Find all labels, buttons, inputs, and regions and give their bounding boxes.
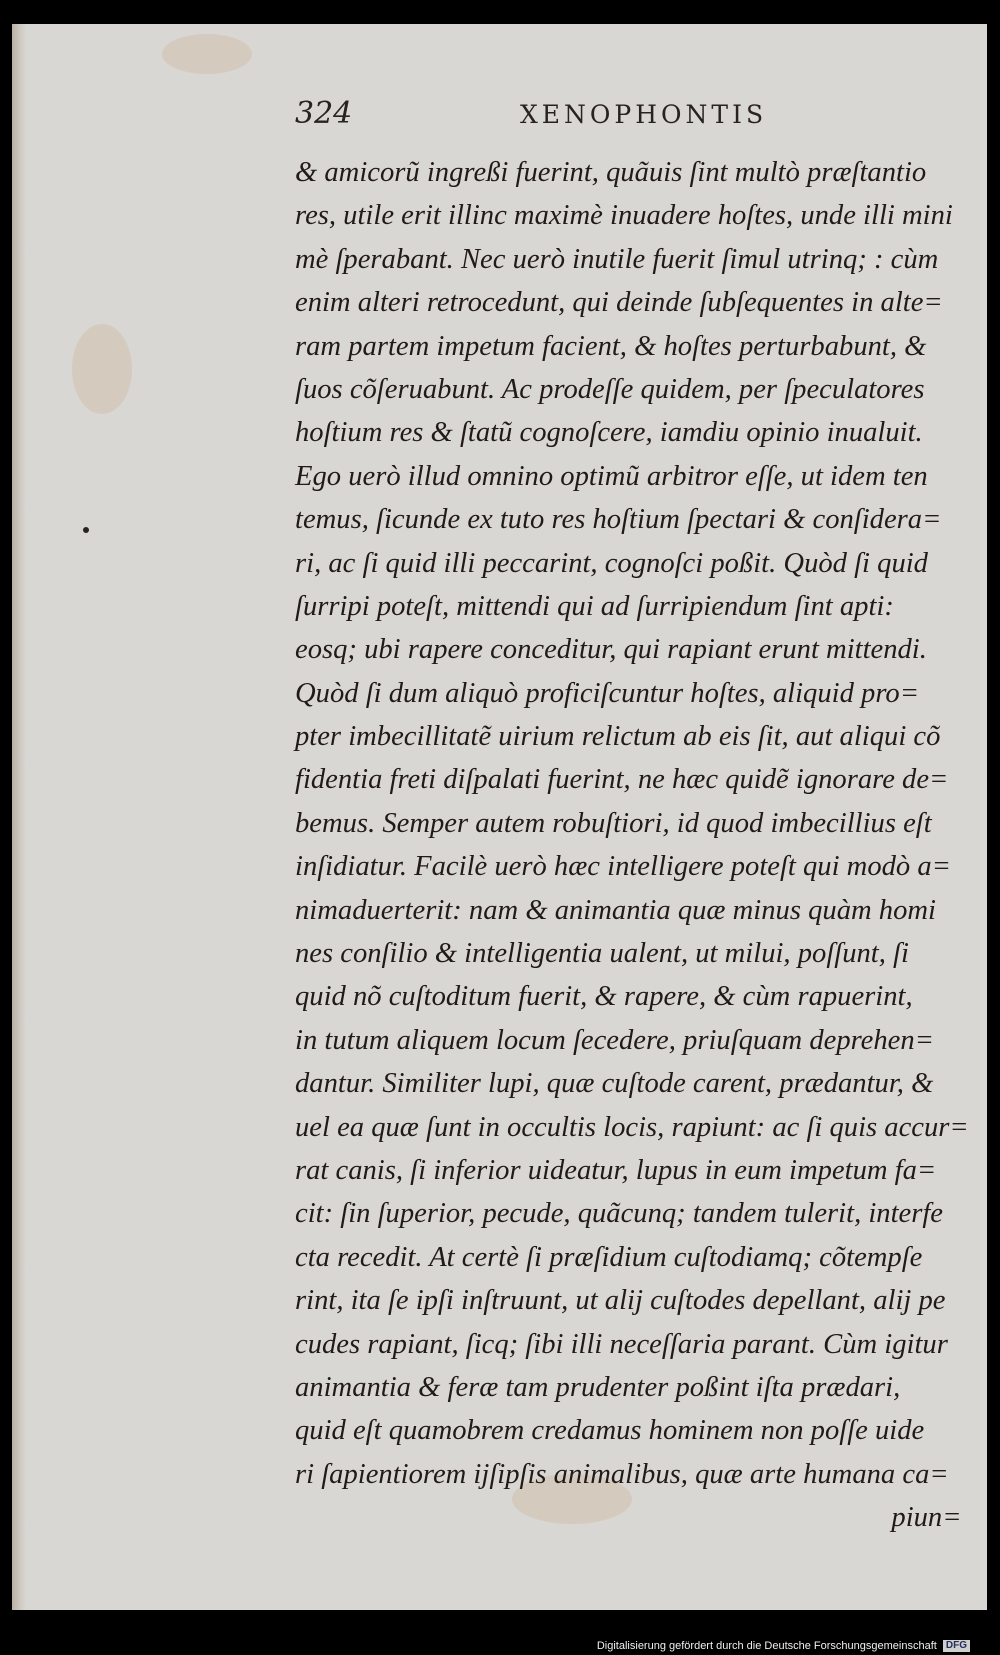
margin-mark <box>83 527 89 533</box>
text-line: res, utile erit illinc maximè inuadere hoſtes, unde illi mini <box>295 199 953 232</box>
text-line: nimaduerterit: nam & animantia quæ minus quàm homi <box>295 893 936 926</box>
text-line: temus, ſicunde ex tuto res hoſtium ſpectari & conſidera= <box>295 503 942 536</box>
text-line: cudes rapiant, ſicq; ſibi illi neceſſaria parant. Cùm igitur <box>295 1327 948 1360</box>
text-line: cta recedit. At certè ſi præſidium cuſtodiamq; cõtempſe <box>295 1240 923 1273</box>
credit-text: Digitalisierung gefördert durch die Deutsche Forschungsgemeinschaft <box>596 1639 937 1652</box>
text-line: inſidiatur. Facilè uerò hæc intelligere poteſt qui modò a= <box>295 850 951 883</box>
text-line: rint, ita ſe ipſi inſtruunt, ut alij cuſtodes depellant, alij pe <box>295 1284 946 1317</box>
text-line: mè ſperabant. Nec uerò inutile fuerit ſimul utrinq; : cùm <box>295 242 939 275</box>
catchword: piun= <box>891 1501 962 1534</box>
text-line: enim alteri retrocedunt, qui deinde ſubſequentes in alte= <box>295 286 943 319</box>
text-line: & amicorũ ingreßi fuerint, quãuis ſint multò præſtantio <box>295 156 927 188</box>
digitization-credit <box>597 1640 970 1652</box>
paper-stain <box>72 324 132 414</box>
text-line: animantia & feræ tam prudenter poßint iſta prædari, <box>295 1370 901 1403</box>
text-line: Ego uerò illud omnino optimũ arbitror eſſe, ut idem ten <box>295 459 928 492</box>
text-line: pter imbecillitatẽ uirium relictum ab eis ſit, aut aliqui cõ <box>295 720 941 753</box>
text-line: cit: ſin ſuperior, pecude, quãcunq; tandem tulerit, interfe <box>295 1197 944 1230</box>
body-text <box>295 151 995 1540</box>
text-line: ſurripi poteſt, mittendi qui ad ſurripiendum ſint apti: <box>295 589 894 622</box>
text-line: quid eſt quamobrem credamus hominem non poſſe uide <box>295 1414 925 1447</box>
text-line: hoſtium res & ſtatũ cognoſcere, iamdiu opinio inualuit. <box>295 416 923 449</box>
text-line: fidentia freti diſpalati fuerint, ne hæc quidẽ ignorare de= <box>295 763 949 796</box>
page-number: 324 <box>295 96 353 131</box>
page-left-edge <box>12 24 26 1610</box>
running-title: XENOPHONTIS <box>520 100 768 129</box>
text-line: rat canis, ſi inferior uideatur, lupus in eum impetum fa= <box>295 1153 937 1186</box>
text-line: bemus. Semper autem robuſtiori, id quod imbecillius eſt <box>295 806 932 839</box>
text-line: nes conſilio & intelligentia ualent, ut milui, poſſunt, ſi <box>295 937 909 970</box>
text-line: uel ea quæ ſunt in occultis locis, rapiunt: ac ſi quis accur= <box>295 1110 969 1143</box>
paper-stain <box>162 34 252 74</box>
text-line: Quòd ſi dum aliquò proficiſcuntur hoſtes, aliquid pro= <box>295 676 920 709</box>
text-line: dantur. Similiter lupi, quæ cuſtode carent, prædantur, & <box>295 1067 934 1100</box>
text-line: ri ſapientiorem ijſipſis animalibus, quæ arte humana ca= <box>295 1457 949 1490</box>
text-line: ſuos cõſeruabunt. Ac prodeſſe quidem, per ſpeculatores <box>295 372 925 405</box>
book-page <box>12 24 987 1610</box>
text-line: quid nõ cuſtoditum fuerit, & rapere, & cùm rapuerint, <box>295 980 913 1013</box>
text-line: ram partem impetum facient, & hoſtes perturbabunt, & <box>295 329 927 362</box>
text-line: eosq; ubi rapere conceditur, qui rapiant erunt mittendi. <box>295 633 927 666</box>
text-line: in tutum aliquem locum ſecedere, priuſquam deprehen= <box>295 1023 934 1056</box>
dfg-logo-icon: DFG <box>943 1640 970 1652</box>
text-line: ri, ac ſi quid illi peccarint, cognoſci poßit. Quòd ſi quid <box>295 546 928 579</box>
page-header <box>295 96 995 136</box>
